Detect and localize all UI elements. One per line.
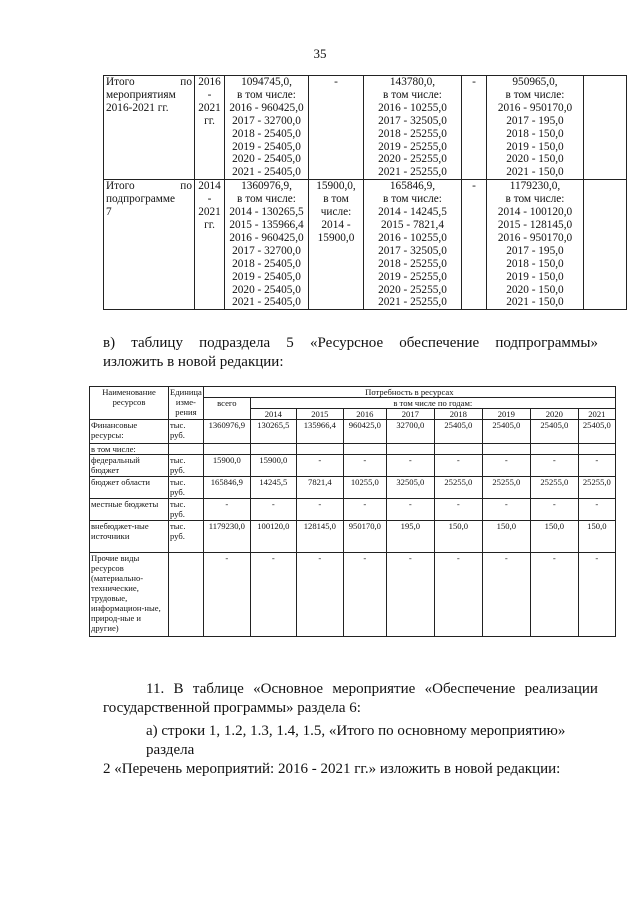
cell-line: 2019 - 25405,0 [232,140,301,153]
top-table-cell-name [104,76,195,180]
cell-line: 2020 - 25255,0 [378,283,447,296]
top-table-cell-total [225,180,309,310]
cell-line: 2019 - 25405,0 [232,270,301,283]
row-name-line: 7 [106,206,112,219]
cell-line: - [207,193,212,206]
cell-line: в том числе: [383,88,442,101]
header-need: Потребность в ресурсах [203,387,615,398]
subprogram-totals-table [103,75,627,310]
resource-year-value [296,444,343,455]
cell-line: - [207,88,212,101]
header-year: 2018 [434,409,482,420]
resource-total: - [203,553,250,637]
resource-year-value: - [434,553,482,637]
resource-year-value: - [386,455,434,477]
cell-line: 2020 - 25405,0 [232,153,301,166]
cell-line: в том числе: [383,193,442,206]
cell-line: 2019 - 150,0 [506,140,564,153]
resource-total [203,444,250,455]
top-table-cell-empty [584,76,627,180]
cell-line: 2021 [198,206,221,219]
resource-name: внебюджет-ные источники [90,521,169,553]
resource-year-value: 950170,0 [343,521,386,553]
resource-name: бюджет области [90,477,169,499]
cell-line: в том числе: [237,88,296,101]
cell-line: 2021 - 25255,0 [378,166,447,179]
word: мероприятие [332,681,416,697]
resource-year-value: - [530,455,578,477]
cell-line: 2021 - 25405,0 [232,296,301,309]
resource-year-value: - [578,455,615,477]
cell-line: 2016 - 10255,0 [378,101,447,114]
resource-year-value: 32700,0 [386,420,434,444]
word: в) [103,335,116,351]
cell-line: 2021 - 25405,0 [232,166,301,179]
cell-line: 2016 - 960425,0 [229,231,304,244]
row-name-line: мероприятиям [106,88,176,101]
row-name-word: по [180,76,192,88]
header-year: 2020 [530,409,578,420]
header-year: 2021 [578,409,615,420]
resource-year-value: - [296,499,343,521]
word: подпрограммы» [495,335,598,351]
cell-line: 2015 - 128145,0 [497,218,573,231]
cell-line: 1360976,9, [241,180,292,193]
cell-line: в том числе: [237,193,296,206]
resource-year-value: - [434,455,482,477]
resource-year-value: - [482,553,530,637]
resource-unit: тыс. руб. [169,420,204,444]
resource-row [90,420,616,444]
top-table-cell-federal [309,180,364,310]
cell-line: 2016 [198,76,221,88]
cell-line: 2019 - 25255,0 [378,270,447,283]
cell-line: 950965,0, [512,76,558,88]
paragraph-v [103,334,598,372]
word: «Обеспечение [424,681,516,697]
resource-year-value: 150,0 [530,521,578,553]
resource-year-value: 25255,0 [530,477,578,499]
cell-line: 165846,9, [389,180,436,193]
resource-row [90,477,616,499]
header-total: всего [203,398,250,420]
paragraph-v-line1 [103,334,598,353]
resource-year-value: 128145,0 [296,521,343,553]
resource-year-value: - [296,455,343,477]
resource-row [90,553,616,637]
header-name: Наименование ресурсов [90,387,169,420]
top-table-row [104,180,627,310]
resource-year-value: 135966,4 [296,420,343,444]
word: реализации [524,681,598,697]
paragraph-v-line2: изложить в новой редакции: [103,354,284,370]
resource-table [89,386,616,637]
cell-line: 2018 - 150,0 [506,127,564,140]
resource-year-value [530,444,578,455]
cell-line: 2021 - 150,0 [506,166,564,179]
resource-year-value: 130265,5 [250,420,296,444]
top-table-cell-local [462,76,487,180]
cell-line: 15900,0, [316,180,356,193]
row-name-word: по [180,180,192,193]
cell-line: 2014 - 14245,5 [378,206,447,219]
word: «Ресурсное [309,335,384,351]
cell-line: 2018 - 150,0 [506,257,564,270]
row-name-word: Итого [106,76,135,88]
row-name-line: 2016-2021 гг. [106,101,169,114]
resource-unit [169,444,204,455]
resource-year-value: - [343,455,386,477]
resource-unit: тыс. руб. [169,477,204,499]
cell-line: 1094745,0, [241,76,292,88]
cell-line: 2016 - 950170,0 [497,231,573,244]
resource-year-value [482,444,530,455]
resource-year-value: - [578,499,615,521]
resource-total: 165846,9 [203,477,250,499]
resource-year-value: - [386,553,434,637]
resource-year-value: 960425,0 [343,420,386,444]
cell-line: 2014 - 130265,5 [229,206,304,219]
header-year: 2014 [250,409,296,420]
word: 11. [146,681,165,697]
top-table-cell-period [195,76,225,180]
cell-line: 2016 - 10255,0 [378,231,447,244]
cell-line: 2016 - 950170,0 [497,101,573,114]
resource-total: 1360976,9 [203,420,250,444]
cell-line: 1179230,0, [509,180,561,193]
resource-year-value: - [343,499,386,521]
resource-year-value: 7821,4 [296,477,343,499]
resource-year-value: 25405,0 [530,420,578,444]
resource-year-value: 25255,0 [578,477,615,499]
resource-year-value: - [530,499,578,521]
resource-total: 1179230,0 [203,521,250,553]
top-table-cell-total [225,76,309,180]
cell-line: в том числе: [505,88,565,101]
resource-year-value [343,444,386,455]
cell-line: 2020 - 150,0 [506,153,564,166]
cell-line: 2017 - 32700,0 [232,114,301,127]
cell-line: 2014 [198,180,221,193]
word: «Основное [253,681,324,697]
resource-total: 15900,0 [203,455,250,477]
paragraph-a-line1: а) строки 1, 1.2, 1.3, 1.4, 1.5, «Итого по основному мероприятию» раздела [146,723,566,758]
cell-line: 2015 - 7821,4 [380,218,445,231]
cell-line: 143780,0, [389,76,436,88]
resource-year-value [386,444,434,455]
resource-year-value: 150,0 [434,521,482,553]
resource-year-value [578,444,615,455]
cell-line: 2021 - 25255,0 [378,296,447,309]
resource-year-value: 25405,0 [482,420,530,444]
resource-year-value: - [250,499,296,521]
cell-line: гг. [204,218,215,231]
resource-year-value: - [482,455,530,477]
word: таблице [192,681,244,697]
resource-unit: тыс. руб. [169,521,204,553]
resource-name: Финансовые ресурсы: [90,420,169,444]
row-name-word: Итого [106,180,135,193]
top-table-cell-extra [487,76,584,180]
resource-row [90,521,616,553]
cell-line: 2016 - 960425,0 [229,101,304,114]
resource-year-value: 10255,0 [343,477,386,499]
header-year: 2016 [343,409,386,420]
resource-year-value: - [296,553,343,637]
paragraph-a-line2: 2 «Перечень мероприятий: 2016 - 2021 гг.» изложить в новой редакции: [103,761,561,777]
header-year: 2015 [296,409,343,420]
top-table-cell-regional [364,76,462,180]
cell-line: в том [323,193,349,206]
resource-year-value: 25405,0 [578,420,615,444]
row-name-line [106,76,192,89]
cell-line: 2017 - 195,0 [506,114,564,127]
cell-line: 2017 - 32700,0 [232,244,301,257]
word: подраздела [199,335,271,351]
cell-line: 2018 - 25255,0 [378,127,447,140]
cell-line: 2015 - 135966,4 [229,218,304,231]
resource-year-value: 14245,5 [250,477,296,499]
cell-line: 15900,0 [317,231,355,244]
resource-year-value: - [578,553,615,637]
resource-year-value: - [343,553,386,637]
paragraph-11-line2: государственной программы» раздела 6: [103,700,361,716]
resource-unit: тыс. руб. [169,455,204,477]
row-name-line: подпрограмме [106,193,176,206]
top-table-cell-name [104,180,195,310]
resource-year-value: 150,0 [482,521,530,553]
resource-year-value: 25255,0 [434,477,482,499]
resource-year-value: 150,0 [578,521,615,553]
top-table-cell-local [462,180,487,310]
cell-line: 2018 - 25255,0 [378,257,447,270]
cell-line: 2019 - 150,0 [506,270,564,283]
cell-line: числе: [320,206,352,219]
word: таблицу [131,335,183,351]
cell-line: 2014 - 100120,0 [497,206,573,219]
resource-name: местные бюджеты [90,499,169,521]
word: 5 [286,335,294,351]
cell-line: 2019 - 25255,0 [378,140,447,153]
resource-year-value: 100120,0 [250,521,296,553]
resource-year-value: - [482,499,530,521]
top-table-row [104,76,627,180]
resource-row [90,444,616,455]
top-table-cell-extra [487,180,584,310]
top-table-cell-regional [364,180,462,310]
cell-line: 2020 - 150,0 [506,283,564,296]
cell-line: 2017 - 32505,0 [378,244,447,257]
header-unit: Единица изме-рения [169,387,204,420]
word: обеспечение [399,335,480,351]
top-table-cell-period [195,180,225,310]
resource-name: в том числе: [90,444,169,455]
cell-line: 2017 - 195,0 [506,244,564,257]
cell-line: гг. [204,114,215,127]
resource-year-value [434,444,482,455]
cell-line: 2021 [198,101,221,114]
resource-year-value: 25405,0 [434,420,482,444]
resource-year-value: 25255,0 [482,477,530,499]
resource-unit: тыс. руб. [169,499,204,521]
resource-row [90,455,616,477]
paragraph-11 [103,680,598,718]
page-number: 35 [313,46,327,61]
resource-row [90,499,616,521]
resource-year-value: 195,0 [386,521,434,553]
resource-year-value: - [250,553,296,637]
cell-line: 2017 - 32505,0 [378,114,447,127]
resource-year-value: 32505,0 [386,477,434,499]
header-year: 2017 [386,409,434,420]
cell-line: 2018 - 25405,0 [232,127,301,140]
cell-line: 2020 - 25405,0 [232,283,301,296]
cell-line: 2020 - 25255,0 [378,153,447,166]
paragraph-11-line1 [103,680,598,699]
word: В [173,681,184,697]
cell-line: - [472,180,476,193]
resource-year-value [250,444,296,455]
resource-year-value: - [530,553,578,637]
resource-year-value: - [386,499,434,521]
paragraph-a [103,722,598,779]
cell-line: 2014 - [321,218,351,231]
resource-name: федеральный бюджет [90,455,169,477]
cell-line: - [334,76,338,88]
top-table-cell-federal [309,76,364,180]
resource-unit [169,553,204,637]
header-year: 2019 [482,409,530,420]
cell-line: 2021 - 150,0 [506,296,564,309]
resource-year-value: 15900,0 [250,455,296,477]
resource-total: - [203,499,250,521]
header-by-years: в том числе по годам: [250,398,615,409]
top-table-cell-empty [584,180,627,310]
cell-line: - [472,76,476,88]
resource-name: Прочие виды ресурсов (материально-технические, трудовые, информацион-ные, природ-ные и другие) [90,553,169,637]
row-name-line [106,180,192,193]
cell-line: 2018 - 25405,0 [232,257,301,270]
cell-line: в том числе: [505,193,565,206]
resource-year-value: - [434,499,482,521]
